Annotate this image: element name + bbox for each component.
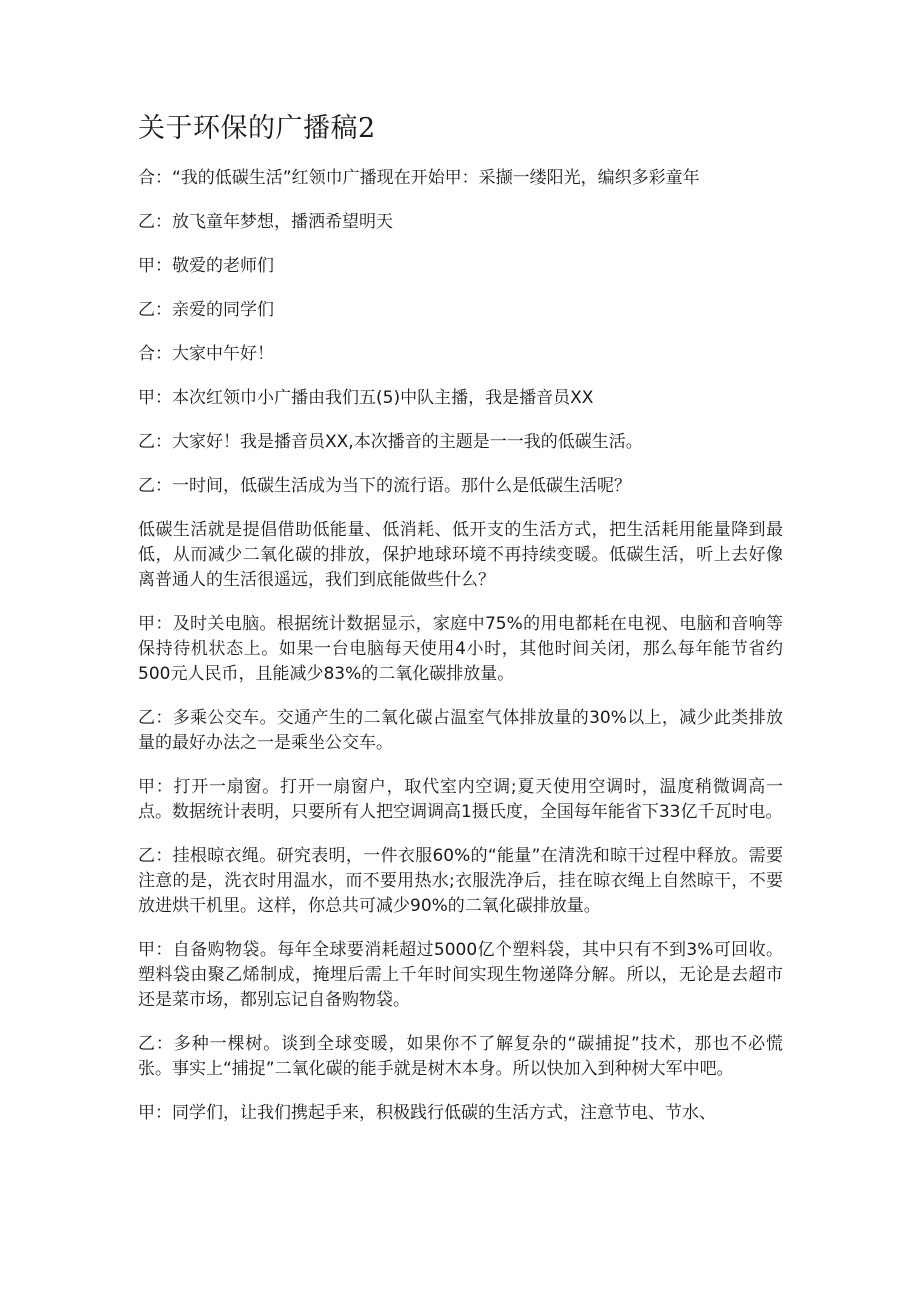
paragraph-line-2: 乙：放飞童年梦想，播洒希望明天 (138, 212, 393, 232)
paragraph-opening: 合：“我的低碳生活”红领巾广播现在开始甲：采撷一缕阳光，编织多彩童年 (138, 168, 700, 188)
paragraph-plant-tree: 乙：多种一棵树。谈到全球变暖，如果你不了解复杂的“碳捕捉”技术，那也不必慌张。事实上“捕捉”二氧化碳的能手就是树木本身。所以快加入到种树大军中吧。 (138, 1034, 783, 1079)
paragraph-low-carbon-definition: 低碳生活就是提倡借助低能量、低消耗、低开支的生活方式，把生活耗用能量降到最低，从而减少二氧化碳的排放，保护地球环境不再持续变暖。低碳生活，听上去好像离普通人的生活很遥远，我们到底能做些什么？ (138, 520, 783, 590)
document-title: 关于环保的广播稿2 (138, 113, 376, 144)
paragraph-take-bus: 乙：多乘公交车。交通产生的二氧化碳占温室气体排放量的30%以上，减少此类排放量的最好办法之一是乘坐公交车。 (138, 708, 783, 753)
paragraph-line-8: 乙：一时间，低碳生活成为当下的流行语。那什么是低碳生活呢？ (138, 476, 631, 496)
paragraph-closing: 甲：同学们，让我们携起手来，积极践行低碳的生活方式，注意节电、节水、 (138, 1103, 716, 1123)
paragraph-line-3: 甲：敬爱的老师们 (138, 256, 274, 276)
paragraph-clothesline: 乙：挂根晾衣绳。研究表明，一件衣服60%的“能量”在清洗和晾干过程中释放。需要注意的是，洗衣时用温水，而不要用热水;衣服洗净后，挂在晾衣绳上自然晾干，不要放进烘干机里。这样，你总共可减少90%的二氧化碳排放量。 (138, 846, 783, 916)
paragraph-line-4: 乙：亲爱的同学们 (138, 300, 274, 320)
paragraph-line-5: 合：大家中午好！ (138, 344, 274, 364)
paragraph-line-6: 甲：本次红领巾小广播由我们五(5)中队主播，我是播音员XX (138, 388, 594, 408)
paragraph-turn-off-computer: 甲：及时关电脑。根据统计数据显示，家庭中75%的用电都耗在电视、电脑和音响等保持待机状态上。如果一台电脑每天使用4小时，其他时间关闭，那么每年能节省约500元人民币，且能减少83%的二氧化碳排放量。 (138, 614, 783, 684)
paragraph-line-7: 乙：大家好！我是播音员XX,本次播音的主题是一一我的低碳生活。 (138, 432, 643, 452)
paragraph-shopping-bag: 甲：自备购物袋。每年全球要消耗超过5000亿个塑料袋，其中只有不到3%可回收。塑料袋由聚乙烯制成，掩埋后需上千年时间实现生物递降分解。所以，无论是去超市还是菜市场，都别忘记自备购物袋。 (138, 940, 783, 1010)
document-body (138, 112, 783, 1145)
paragraph-open-window: 甲：打开一扇窗。打开一扇窗户，取代室内空调;夏天使用空调时，温度稍微调高一点。数据统计表明，只要所有人把空调调高1摄氏度，全国每年能省下33亿千瓦时电。 (138, 777, 783, 822)
